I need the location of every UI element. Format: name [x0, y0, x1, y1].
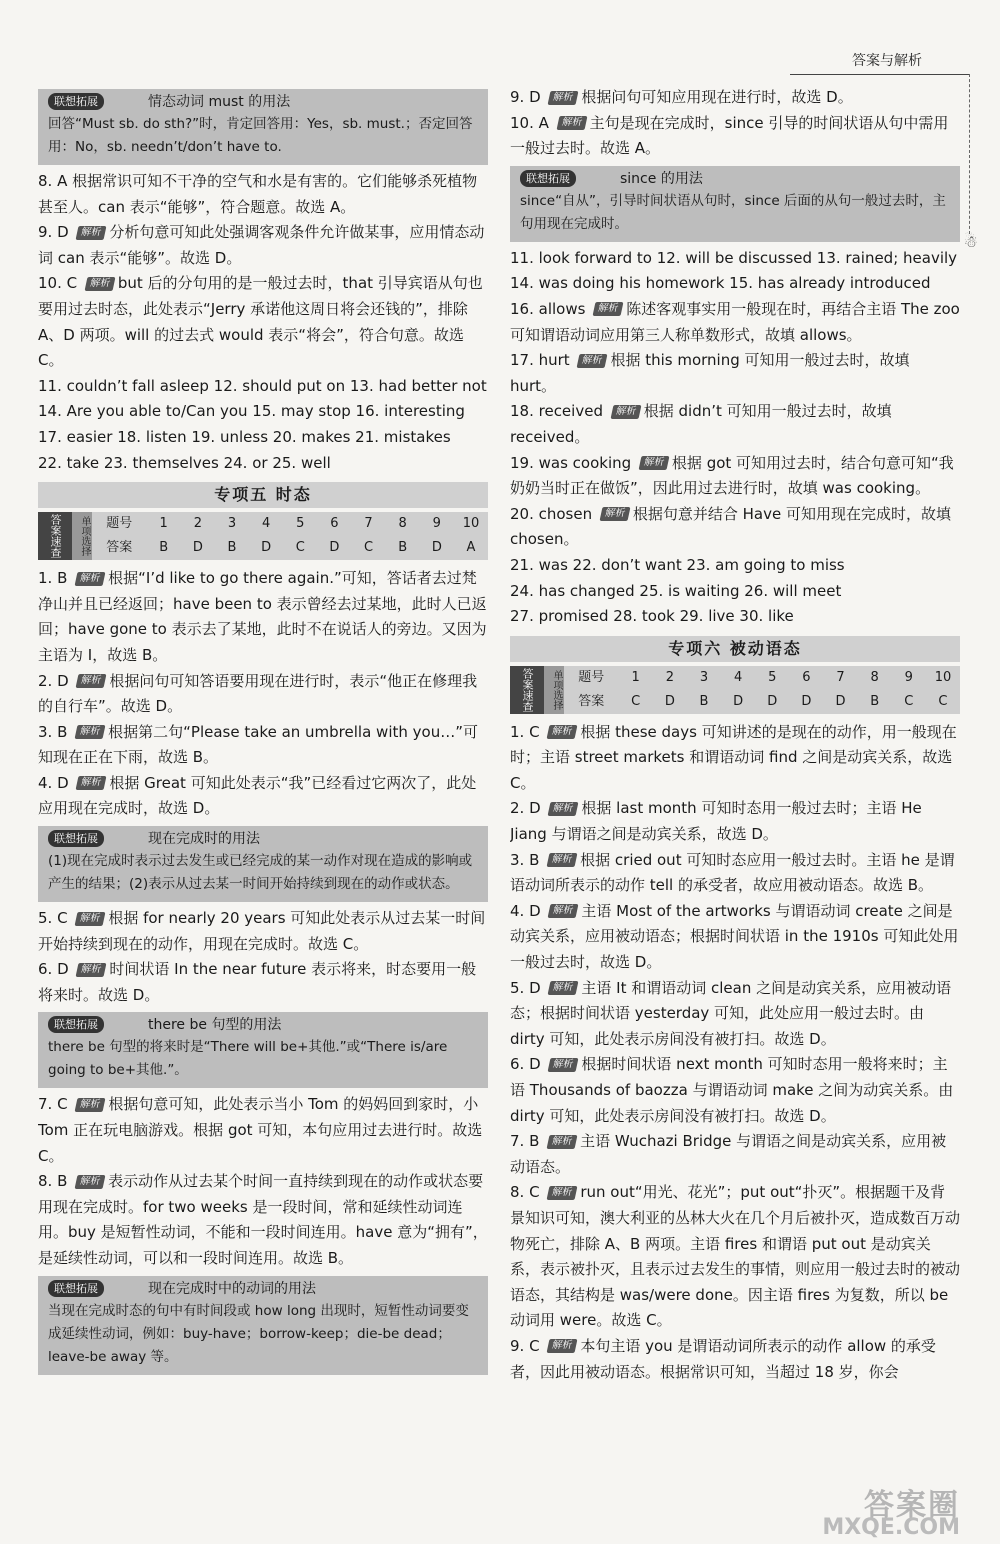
answer-row: 21. was 22. don’t want 23. am going to miss — [510, 555, 845, 574]
knowledge-badge: 联想拓展 — [48, 830, 104, 847]
answer-item — [38, 669, 488, 720]
analysis-tag: 解析 — [76, 776, 107, 790]
answer-item — [510, 451, 960, 502]
answer-key-answers — [92, 536, 488, 560]
analysis-tag: 解析 — [84, 277, 115, 291]
answer-key-grid — [92, 512, 488, 560]
answer-number: 20. chosen — [510, 504, 597, 523]
header-rule — [790, 74, 970, 75]
answer-key-answer: A — [466, 540, 476, 556]
answer-text: 根据“I’d like to go there again.”可知，答话者去过梵净山并且已经返回；have been to 表示曾经去过某地，此时人已返回；have gone to 表示去了某地，此时不在说话人的旁边。又因为主语为 I，故选 B。 — [38, 569, 487, 664]
answer-key-answer: B — [159, 540, 169, 556]
answer-item — [510, 899, 960, 976]
answer-key-number: 2 — [665, 669, 674, 685]
section-title: 专项六 被动语态 — [510, 636, 960, 662]
answer-key-badge: 答案速查 — [38, 512, 72, 560]
answer-key-answer: B — [870, 693, 880, 709]
knowledge-box-title — [48, 91, 478, 113]
answer-key-answer: C — [904, 693, 914, 709]
answer-key-table — [510, 666, 960, 714]
answer-item — [38, 220, 488, 271]
knowledge-badge: 联想拓展 — [520, 170, 576, 187]
answer-item — [510, 348, 960, 399]
answer-key-number: 10 — [462, 516, 480, 532]
answer-text: but 后的分句用的是一般过去时，that 引导宾语从句也要用过去时态，此处表示“Jerry 承诺他这周日将会还钱的”，排除 A、D 两项。will 的过去式 would 表示“将会”，符合句意。故选 C。 — [38, 274, 483, 370]
answer-key-answer: C — [631, 693, 641, 709]
answer-number: 1. B — [38, 569, 73, 588]
knowledge-box — [510, 166, 960, 242]
answer-number: 6. D — [38, 960, 74, 979]
answer-text: 根据第二句“Please take an umbrella with you…”可知现在正在下雨，故选 B。 — [38, 722, 478, 767]
answer-text: 根据 this morning 可知用一般过去时，故填 hurt。 — [510, 351, 910, 395]
analysis-tag: 解析 — [547, 1339, 578, 1353]
answer-item — [510, 111, 960, 162]
answer-key-number: 10 — [934, 669, 952, 685]
analysis-tag: 解析 — [548, 904, 579, 918]
analysis-tag: 解析 — [548, 91, 579, 105]
answer-text: 根据句意可知，此处表示当小 Tom 的妈妈回到家时，小 Tom 正在玩电脑游戏。根据 got 可知，本句应用过去进行时。故选 C。 — [38, 1095, 483, 1165]
analysis-tag: 解析 — [547, 725, 578, 739]
left-column — [38, 85, 488, 1379]
knowledge-badge: 联想拓展 — [48, 93, 104, 110]
analysis-tag: 解析 — [548, 1058, 579, 1072]
analysis-tag: 解析 — [556, 116, 587, 130]
answer-key-answer: D — [192, 540, 203, 556]
answer-item — [510, 976, 960, 1053]
answer-text: 根据问句可知答语要用现在进行时，表示“他正在修理我的自行车”。故选 D。 — [38, 671, 478, 716]
answer-key-numbers — [564, 666, 960, 690]
answer-number: 9. D — [510, 88, 546, 106]
answer-text: 根据问句可知应用现在进行时，故选 D。 — [581, 88, 853, 106]
knowledge-box — [38, 1012, 488, 1088]
answer-item — [510, 1129, 960, 1180]
answer-row: 24. has changed 25. is waiting 26. will meet — [510, 581, 842, 600]
answer-key-label: 题号 — [106, 516, 133, 532]
knowledge-box-body: (1)现在完成时表示过去发生或已经完成的某一动作对现在造成的影响或产生的结果；(2)表示从过去某一时间开始持续到现在的动作或状态。 — [48, 853, 473, 893]
answer-key-number: 7 — [364, 516, 373, 532]
answer-key-answer: C — [938, 693, 948, 709]
answer-item — [510, 1334, 960, 1385]
answer-item — [38, 720, 488, 771]
answer-key-answer: D — [664, 693, 675, 709]
answer-key-number: 3 — [227, 516, 237, 532]
answer-number: 4. D — [38, 773, 74, 792]
answer-text: 时间状语 In the near future 表示将来，时态要用一般将来时。故选 D。 — [38, 960, 477, 1004]
answer-number: 16. allows — [510, 299, 591, 318]
analysis-tag: 解析 — [547, 1135, 578, 1149]
answer-key-number: 8 — [870, 669, 879, 685]
answer-number: 1. C — [510, 722, 545, 741]
answer-number: 7. C — [38, 1095, 73, 1114]
answer-number: 8. C — [510, 1183, 545, 1202]
answer-number: 2. D — [38, 671, 74, 690]
answer-number: 3. B — [38, 722, 73, 741]
answer-key-answer: D — [733, 693, 744, 709]
answer-key-number: 6 — [330, 516, 339, 532]
answer-item — [38, 957, 488, 1008]
analysis-tag: 解析 — [75, 725, 106, 739]
answer-text: 根据 got 可知用过去时，结合句意可知“我奶奶当时正在做饭”，因此用过去进行时，故填 was cooking。 — [510, 453, 954, 498]
answer-key-answer: B — [227, 540, 237, 556]
answer-item — [510, 85, 960, 111]
answer-key-number: 3 — [699, 669, 709, 685]
answer-key-grid — [564, 666, 960, 714]
answer-key-answer: B — [398, 540, 408, 556]
header-title: 答案与解析 — [852, 53, 922, 69]
knowledge-box-body: there be 句型的将来时是“There will be+其他.”或“There is/are going to be+其他.”。 — [48, 1039, 448, 1079]
answer-key-table — [38, 512, 488, 560]
answer-item — [510, 399, 960, 450]
answer-key-answers — [564, 690, 960, 714]
answer-key-number: 8 — [398, 516, 407, 532]
answer-item — [510, 1180, 960, 1334]
answer-item — [510, 720, 960, 797]
answer-item — [38, 1092, 488, 1169]
answer-number: 17. hurt — [510, 351, 575, 370]
answer-number: 6. D — [510, 1055, 546, 1074]
knowledge-title-text: 现在完成时的用法 — [148, 831, 260, 848]
answer-text: 根据 these days 可知讲述的是现在的动作，用一般现在时；主语 street markets 和谓语动词 find 之间是动宾关系，故选 C。 — [510, 722, 957, 792]
knowledge-badge: 联想拓展 — [48, 1280, 104, 1297]
answer-key-number: 5 — [296, 516, 305, 532]
watermark-logo: 答案圈 — [864, 1488, 960, 1523]
header-rope — [969, 74, 970, 234]
answer-text: run out“用光、花光”；put out“扑灭”。根据题干及背景知识可知，澳大利亚的丛林大火在几个月后被扑灭，造成数百万动物死亡，排除 A、B 两项。主语 fires 和谓语 put out 是动宾关系，表示被扑灭，且表示过去发生的事情，则应用一般过去时的被动语态，其结构是 was/were done。因主语 fires 为复数，所以 be 动词用 were。故选 C。 — [510, 1183, 960, 1330]
answer-number: 10. C — [38, 274, 82, 293]
answer-item — [510, 848, 960, 899]
answer-text: 主语 Most of the artworks 与谓语动词 create 之间是动宾关系，应用被动语态；根据时间状语 in the 1910s 可知此处用一般过去时，故选 D。 — [510, 901, 959, 972]
knowledge-box-title — [48, 1014, 478, 1036]
answer-key-answer: C — [295, 540, 305, 556]
answer-text: 表示动作从过去某个时间一直持续到现在的动作或状态要用现在完成时。for two weeks 是一段时间，常和延续性动词连用。buy 是短暂性动词，不能和一段时间连用。have 意为“拥有”，是延续性动词，可以和一段时间连用。故选 B。 — [38, 1172, 488, 1267]
answer-item — [38, 566, 488, 668]
analysis-tag: 解析 — [75, 912, 106, 926]
knowledge-title-text: 情态动词 must 的用法 — [148, 94, 291, 110]
knowledge-box-body: 当现在完成时态的句中有时间段或 how long 出现时，短暂性动词要变成延续性动词，例如：buy-have；borrow-keep；die-be dead；leave-be away 等。 — [48, 1302, 469, 1365]
answer-key-number: 5 — [768, 669, 777, 685]
answer-key-number: 7 — [836, 669, 845, 685]
answer-text: 根据 didn’t 可知用一般过去时，故填 received。 — [510, 402, 892, 446]
analysis-tag: 解析 — [76, 226, 107, 240]
knowledge-box — [38, 826, 488, 902]
answer-item — [510, 502, 960, 553]
answer-key-number: 4 — [261, 516, 271, 532]
answer-key-answer: B — [699, 693, 709, 709]
answer-key-answer: D — [329, 540, 340, 556]
answer-text: 主语 It 和谓语动词 clean 之间是动宾关系，应用被动语态；根据时间状语 yesterday 可知，此处应用一般过去时。由 dirty 可知，此处表示房间没有被打扫。故选 D。 — [510, 978, 952, 1048]
knowledge-box — [38, 1276, 488, 1375]
knowledge-box-body: 回答“Must sb. do sth?”时，肯定回答用：Yes，sb. must.；否定回答用：No，sb. needn’t/don’t have to. — [48, 116, 473, 155]
answer-text: 本句主语 you 是谓语动词所表示的动作 allow 的承受者，因此用被动语态。根据常识可知，当超过 18 岁，你会 — [510, 1336, 936, 1381]
answer-number: 5. C — [38, 909, 73, 928]
answer-row: 11. couldn’t fall asleep 12. should put on 13. had better not — [38, 376, 487, 395]
answer-item — [38, 169, 488, 220]
answer-number: 5. D — [510, 978, 546, 997]
analysis-tag: 解析 — [547, 1186, 578, 1200]
answer-item — [510, 1052, 960, 1129]
knowledge-title-text: 现在完成时中的动词的用法 — [148, 1280, 316, 1297]
answer-row: 14. was doing his homework 15. has already introduced — [510, 274, 931, 293]
answer-key-answer: C — [364, 540, 374, 556]
knowledge-box-title — [48, 1278, 478, 1300]
answer-key-label: 答案 — [106, 540, 133, 556]
answer-key-number: 2 — [193, 516, 202, 532]
answer-item — [38, 906, 488, 957]
answer-key-number: 9 — [432, 516, 441, 532]
knowledge-box-title — [520, 168, 950, 190]
answer-key-answer: D — [835, 693, 846, 709]
answer-key-answer: D — [767, 693, 778, 709]
answer-item — [510, 297, 960, 348]
answer-key-label: 答案 — [578, 693, 605, 709]
analysis-tag: 解析 — [548, 981, 579, 995]
answer-text: 根据时间状语 next month 可知时态用一般将来时；主语 Thousands of baozza 与谓语动词 make 之间为动宾关系。由 dirty 可知，此处表示房间没有被打扫。故选 D。 — [510, 1055, 954, 1125]
answer-number: 18. received — [510, 402, 608, 421]
answer-key-number: 1 — [159, 516, 168, 532]
answer-text: 主句是现在完成时，since 引导的时间状语从句中需用一般过去时。故选 A。 — [510, 113, 949, 158]
analysis-tag: 解析 — [610, 405, 641, 419]
analysis-tag: 解析 — [75, 1098, 106, 1112]
answer-key-number: 6 — [802, 669, 811, 685]
analysis-tag: 解析 — [76, 963, 107, 977]
answer-text: 根据 last month 可知时态用一般过去时；主语 He Jiang 与谓语之间是动宾关系，故选 D。 — [510, 799, 922, 844]
answer-row: 14. Are you able to/Can you 15. may stop 16. interesting — [38, 402, 465, 421]
answer-item — [38, 771, 488, 822]
analysis-tag: 解析 — [76, 674, 107, 688]
answer-number: 2. D — [510, 799, 546, 818]
answer-text: 根据常识可知不干净的空气和水是有害的。它们能够杀死植物甚至人。can 表示“能够”，符合题意。故选 A。 — [38, 172, 478, 216]
answer-number: 8. A — [38, 172, 73, 190]
section-title: 专项五 时态 — [38, 482, 488, 508]
answer-key-answer: D — [431, 540, 442, 556]
analysis-tag: 解析 — [547, 853, 578, 867]
knowledge-box-title — [48, 828, 478, 850]
analysis-tag: 解析 — [548, 802, 579, 816]
analysis-tag: 解析 — [638, 456, 669, 470]
answer-text: 根据 Great 可知此处表示“我”已经看过它两次了，此处应用现在完成时，故选 D。 — [38, 773, 477, 818]
answer-row: 11. look forward to 12. will be discussed 13. rained; heavily — [510, 248, 958, 267]
answer-text: 陈述客观事实用一般现在时，再结合主语 The zoo 可知谓语动词应用第三人称单数形式，故填 allows。 — [510, 299, 960, 344]
analysis-tag: 解析 — [599, 507, 630, 521]
answer-text: 主语 Wuchazi Bridge 与谓语之间是动宾关系，应用被动语态。 — [510, 1132, 947, 1176]
knowledge-title-text: there be 句型的用法 — [148, 1017, 282, 1034]
knowledge-title-text: since 的用法 — [620, 170, 703, 187]
answer-text: 根据 for nearly 20 years 可知此处表示从过去某一时间开始持续到现在的动作，用现在完成时。故选 C。 — [38, 909, 486, 953]
climber-icon: ☃ — [963, 232, 978, 251]
answer-number: 7. B — [510, 1132, 545, 1151]
answer-item — [38, 1169, 488, 1271]
answer-text: 分析句意可知此处强调客观条件允许做某事，应用情态动词 can 表示“能够”。故选 D。 — [38, 223, 485, 267]
answer-key-badge: 答案速查 — [510, 666, 544, 714]
knowledge-box-body: since“自从”，引导时间状语从句时，since 后面的从句一般过去时，主句用现在完成时。 — [520, 192, 946, 232]
answer-row: 22. take 23. themselves 24. or 25. well — [38, 453, 331, 472]
answer-text: 根据句意并结合 Have 可知用现在完成时，故填 chosen。 — [510, 504, 951, 549]
right-column — [510, 85, 960, 1385]
analysis-tag: 解析 — [593, 302, 624, 316]
answer-number: 9. C — [510, 1336, 545, 1355]
answer-item — [510, 796, 960, 847]
answer-number: 9. D — [38, 223, 74, 242]
answer-row: 27. promised 28. took 29. live 30. like — [510, 607, 794, 626]
analysis-tag: 解析 — [75, 572, 106, 586]
answer-number: 10. A — [510, 113, 554, 132]
answer-key-answer: D — [801, 693, 812, 709]
analysis-tag: 解析 — [75, 1175, 106, 1189]
answer-text: 根据 cried out 可知时态应用一般过去时。主语 he 是谓语动词所表示的动作 tell 的承受者，故应用被动语态。故选 B。 — [510, 850, 955, 895]
answer-key-subtype: 单项选择 — [544, 666, 564, 714]
answer-number: 19. was cooking — [510, 453, 636, 472]
answer-key-answer: D — [261, 540, 272, 556]
analysis-tag: 解析 — [577, 354, 608, 368]
answer-number: 3. B — [510, 850, 545, 869]
watermark-url: MXQE.COM — [822, 1515, 960, 1540]
answer-key-number: 1 — [631, 669, 640, 685]
knowledge-box — [38, 89, 488, 165]
answer-number: 4. D — [510, 901, 546, 920]
answer-key-number: 9 — [904, 669, 913, 685]
answer-number: 8. B — [38, 1172, 73, 1191]
answer-row: 17. easier 18. listen 19. unless 20. makes 21. mistakes — [38, 427, 451, 446]
answer-key-subtype: 单项选择 — [72, 512, 92, 560]
knowledge-badge: 联想拓展 — [48, 1016, 104, 1033]
answer-key-number: 4 — [733, 669, 743, 685]
answer-key-numbers — [92, 512, 488, 536]
answer-item — [38, 271, 488, 373]
answer-key-label: 题号 — [578, 669, 605, 685]
